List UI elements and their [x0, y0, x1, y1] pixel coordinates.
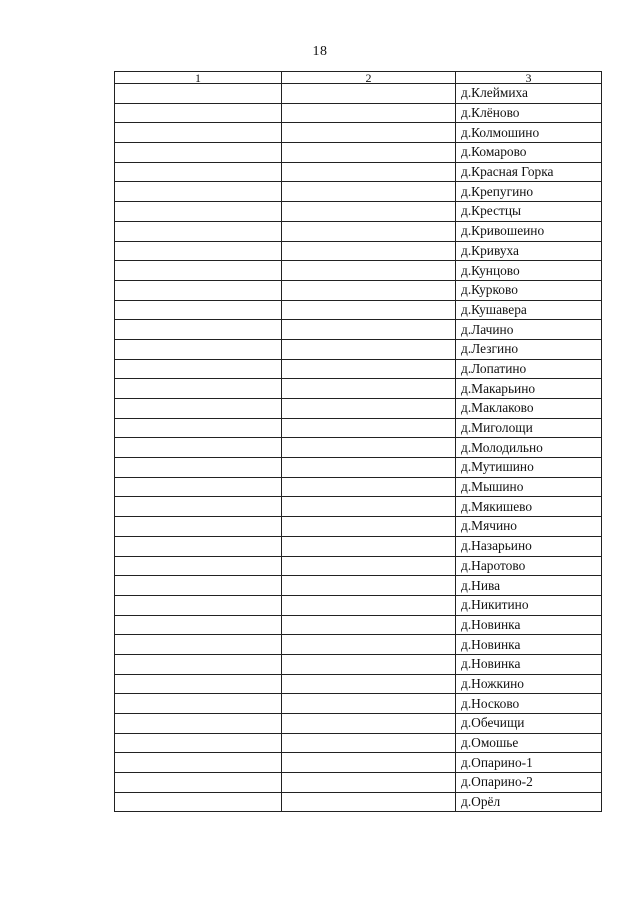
- table-cell-col1: [115, 458, 282, 478]
- table-cell-col3: д.Миголощи: [456, 418, 602, 438]
- table-cell-col2: [282, 221, 456, 241]
- table-row: [115, 497, 602, 517]
- table-cell-col2: [282, 103, 456, 123]
- table-cell-col2: [282, 162, 456, 182]
- table-row: [115, 556, 602, 576]
- table-cell-col2: [282, 773, 456, 793]
- table-row: [115, 339, 602, 359]
- table-cell-col2: [282, 399, 456, 419]
- table-cell-col2: [282, 458, 456, 478]
- table-cell-col2: [282, 339, 456, 359]
- table-cell-col1: [115, 84, 282, 104]
- table-cell-col2: [282, 261, 456, 281]
- table-row: [115, 320, 602, 340]
- table-cell-col3: д.Мутишино: [456, 458, 602, 478]
- table-cell-col1: [115, 300, 282, 320]
- table-cell-col1: [115, 418, 282, 438]
- table-cell-col1: [115, 221, 282, 241]
- table-cell-col1: [115, 714, 282, 734]
- table-cell-col1: [115, 379, 282, 399]
- table-cell-col1: [115, 123, 282, 143]
- table-row: [115, 576, 602, 596]
- table-cell-col1: [115, 536, 282, 556]
- table-cell-col3: д.Макарьино: [456, 379, 602, 399]
- table-cell-col3: д.Крестцы: [456, 202, 602, 222]
- table-cell-col3: д.Лопатино: [456, 359, 602, 379]
- table-cell-col2: [282, 477, 456, 497]
- table-cell-col2: [282, 300, 456, 320]
- table-cell-col3: д.Орёл: [456, 792, 602, 812]
- table-cell-col1: [115, 654, 282, 674]
- table-cell-col2: [282, 694, 456, 714]
- table-row: [115, 438, 602, 458]
- table-cell-col3: д.Клеймиха: [456, 84, 602, 104]
- table-row: [115, 359, 602, 379]
- table-cell-col3: д.Кунцово: [456, 261, 602, 281]
- column-header-1: 1: [115, 72, 282, 84]
- table-cell-col2: [282, 320, 456, 340]
- table-cell-col3: д.Клёново: [456, 103, 602, 123]
- table-cell-col1: [115, 615, 282, 635]
- table-cell-col3: д.Красная Горка: [456, 162, 602, 182]
- table-cell-col3: д.Омошье: [456, 733, 602, 753]
- table-cell-col1: [115, 339, 282, 359]
- table-cell-col3: д.Маклаково: [456, 399, 602, 419]
- table-cell-col3: д.Кривошеино: [456, 221, 602, 241]
- table-cell-col3: д.Лезгино: [456, 339, 602, 359]
- table-row: [115, 714, 602, 734]
- table-cell-col3: д.Колмошино: [456, 123, 602, 143]
- table-row: [115, 261, 602, 281]
- table-row: [115, 773, 602, 793]
- table-cell-col3: д.Обечищи: [456, 714, 602, 734]
- table-row: [115, 300, 602, 320]
- table-cell-col2: [282, 674, 456, 694]
- table-cell-col3: д.Опарино-1: [456, 753, 602, 773]
- table-cell-col3: д.Мякишево: [456, 497, 602, 517]
- table-row: [115, 221, 602, 241]
- table-cell-col2: [282, 182, 456, 202]
- table-row: [115, 733, 602, 753]
- table-cell-col1: [115, 280, 282, 300]
- table-cell-col1: [115, 674, 282, 694]
- table-cell-col1: [115, 399, 282, 419]
- table-cell-col2: [282, 497, 456, 517]
- table-row: [115, 182, 602, 202]
- settlements-table: [114, 71, 602, 812]
- table-cell-col1: [115, 595, 282, 615]
- table-cell-col3: д.Курково: [456, 280, 602, 300]
- table-cell-col1: [115, 162, 282, 182]
- table-cell-col1: [115, 438, 282, 458]
- table-row: [115, 477, 602, 497]
- table-cell-col1: [115, 477, 282, 497]
- table-cell-col2: [282, 556, 456, 576]
- table-cell-col2: [282, 733, 456, 753]
- table-cell-col1: [115, 517, 282, 537]
- table-row: [115, 753, 602, 773]
- table-cell-col1: [115, 753, 282, 773]
- table-cell-col3: д.Ножкино: [456, 674, 602, 694]
- table-row: [115, 674, 602, 694]
- page-number: 18: [312, 44, 328, 59]
- table-cell-col2: [282, 241, 456, 261]
- table-cell-col3: д.Комарово: [456, 143, 602, 163]
- table-cell-col2: [282, 359, 456, 379]
- table-cell-col3: д.Крепугино: [456, 182, 602, 202]
- table-cell-col3: д.Мышино: [456, 477, 602, 497]
- table-cell-col2: [282, 714, 456, 734]
- table-row: [115, 202, 602, 222]
- table-cell-col1: [115, 182, 282, 202]
- table-row: [115, 123, 602, 143]
- table-cell-col2: [282, 753, 456, 773]
- table-cell-col2: [282, 595, 456, 615]
- table-cell-col1: [115, 359, 282, 379]
- table-row: [115, 654, 602, 674]
- table-cell-col2: [282, 517, 456, 537]
- table-cell-col3: д.Мячино: [456, 517, 602, 537]
- table-row: [115, 694, 602, 714]
- table-cell-col3: д.Новинка: [456, 635, 602, 655]
- table-row: [115, 84, 602, 104]
- table-cell-col3: д.Назарьино: [456, 536, 602, 556]
- table-cell-col2: [282, 654, 456, 674]
- table-cell-col1: [115, 202, 282, 222]
- table-row: [115, 143, 602, 163]
- table-cell-col3: д.Кушавера: [456, 300, 602, 320]
- table-cell-col3: д.Опарино-2: [456, 773, 602, 793]
- table-cell-col1: [115, 320, 282, 340]
- table-row: [115, 792, 602, 812]
- table-cell-col1: [115, 792, 282, 812]
- table-cell-col1: [115, 143, 282, 163]
- table-cell-col3: д.Молодильно: [456, 438, 602, 458]
- table-row: [115, 379, 602, 399]
- table-cell-col1: [115, 773, 282, 793]
- table-row: [115, 615, 602, 635]
- table-row: [115, 458, 602, 478]
- table-row: [115, 103, 602, 123]
- table-cell-col1: [115, 556, 282, 576]
- table-cell-col2: [282, 143, 456, 163]
- table-cell-col1: [115, 241, 282, 261]
- table-header-row: [115, 72, 602, 84]
- table-cell-col1: [115, 576, 282, 596]
- table-cell-col2: [282, 615, 456, 635]
- table-cell-col2: [282, 202, 456, 222]
- table-cell-col3: д.Носково: [456, 694, 602, 714]
- table-row: [115, 536, 602, 556]
- table-cell-col2: [282, 379, 456, 399]
- table-cell-col2: [282, 84, 456, 104]
- table-cell-col3: д.Лачино: [456, 320, 602, 340]
- table-row: [115, 162, 602, 182]
- table-cell-col2: [282, 635, 456, 655]
- table-cell-col3: д.Кривуха: [456, 241, 602, 261]
- table-body: [115, 84, 602, 812]
- column-header-2: 2: [282, 72, 456, 84]
- table-cell-col1: [115, 103, 282, 123]
- column-header-3: 3: [456, 72, 602, 84]
- table-cell-col3: д.Новинка: [456, 654, 602, 674]
- table-cell-col3: д.Нива: [456, 576, 602, 596]
- table-row: [115, 280, 602, 300]
- table-cell-col3: д.Наротово: [456, 556, 602, 576]
- table-cell-col1: [115, 694, 282, 714]
- table-cell-col1: [115, 635, 282, 655]
- table-cell-col3: д.Новинка: [456, 615, 602, 635]
- table-cell-col2: [282, 418, 456, 438]
- table-cell-col2: [282, 123, 456, 143]
- table-row: [115, 635, 602, 655]
- table-row: [115, 595, 602, 615]
- table-cell-col2: [282, 438, 456, 458]
- table-cell-col2: [282, 576, 456, 596]
- table-cell-col3: д.Никитино: [456, 595, 602, 615]
- table-cell-col1: [115, 261, 282, 281]
- table-cell-col2: [282, 792, 456, 812]
- table-row: [115, 418, 602, 438]
- table-row: [115, 517, 602, 537]
- table-cell-col1: [115, 733, 282, 753]
- table-cell-col2: [282, 536, 456, 556]
- table-row: [115, 399, 602, 419]
- table-row: [115, 241, 602, 261]
- table-cell-col1: [115, 497, 282, 517]
- table-cell-col2: [282, 280, 456, 300]
